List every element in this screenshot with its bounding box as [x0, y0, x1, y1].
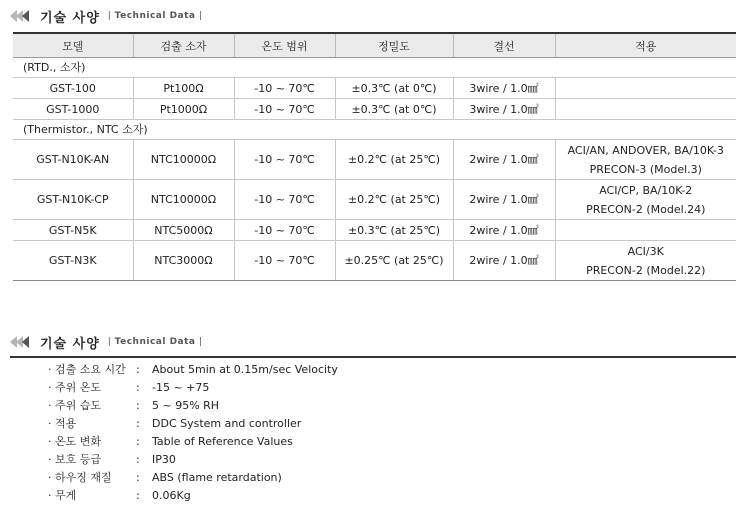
- cell-wiring: 2wire / 1.0㎟: [453, 140, 555, 180]
- application-line: PRECON-3 (Model.3): [589, 162, 702, 176]
- cell-sensor: Pt1000Ω: [133, 99, 234, 120]
- group-row-thermistor: [13, 120, 736, 140]
- spec-row: [48, 468, 338, 486]
- section-title-technical-data: [10, 4, 202, 28]
- section-title-ko: 기술 사양: [40, 336, 100, 352]
- cell-wiring: 2wire / 1.0㎟: [453, 241, 555, 281]
- cell-sensor: Pt100Ω: [133, 78, 234, 99]
- cell-sensor: NTC3000Ω: [133, 241, 234, 281]
- spec-row: [48, 396, 338, 414]
- spec-colon: :: [136, 398, 140, 412]
- application-line: ACI/AN, ANDOVER, BA/10K-3: [567, 143, 724, 157]
- application-line: ACI/CP, BA/10K-2: [599, 183, 693, 197]
- spec-colon: :: [136, 434, 140, 448]
- group-label: (Thermistor., NTC 소자): [13, 120, 736, 140]
- cell-accuracy: ±0.3℃ (at 0℃): [335, 99, 453, 120]
- spec-value: 5 ~ 95% RH: [152, 398, 220, 412]
- cell-accuracy: ±0.3℃ (at 0℃): [335, 78, 453, 99]
- cell-model: GST-N5K: [13, 220, 133, 241]
- spec-value: ABS (flame retardation): [152, 470, 282, 484]
- cell-sensor: NTC10000Ω: [133, 140, 234, 180]
- cell-sensor: NTC5000Ω: [133, 220, 234, 241]
- application-line: ACI/3K: [627, 244, 664, 258]
- spec-row: [48, 360, 338, 378]
- spec-value: 0.06Kg: [152, 488, 191, 502]
- header-wiring: 결선: [453, 33, 555, 58]
- spec-colon: :: [136, 470, 140, 484]
- spec-label: · 하우징 재질: [48, 471, 112, 484]
- application-line: PRECON-2 (Model.22): [586, 263, 706, 277]
- table-row: [13, 99, 736, 120]
- cell-wiring: 3wire / 1.0㎟: [453, 99, 555, 120]
- spec-row: [48, 414, 338, 432]
- section-title-technical-data-2: [10, 330, 202, 354]
- cell-range: -10 ~ 70℃: [234, 180, 335, 220]
- cell-application: [555, 180, 736, 220]
- cell-model: GST-N10K-CP: [13, 180, 133, 220]
- spec-row: [48, 432, 338, 450]
- cell-model: GST-1000: [13, 99, 133, 120]
- cell-application: [555, 140, 736, 180]
- spec-colon: :: [136, 362, 140, 376]
- cell-sensor: NTC10000Ω: [133, 180, 234, 220]
- section-divider: [10, 356, 736, 358]
- spec-label: · 온도 변화: [48, 435, 101, 448]
- cell-accuracy: ±0.2℃ (at 25℃): [335, 180, 453, 220]
- cell-range: -10 ~ 70℃: [234, 241, 335, 281]
- spec-value: IP30: [152, 452, 176, 466]
- table-row: [13, 241, 736, 281]
- cell-model: GST-N10K-AN: [13, 140, 133, 180]
- application-line: PRECON-2 (Model.24): [586, 202, 706, 216]
- group-label: (RTD., 소자): [13, 58, 736, 78]
- spec-colon: :: [136, 416, 140, 430]
- header-range: 온도 범위: [234, 33, 335, 58]
- group-row-rtd: [13, 58, 736, 78]
- cell-model: GST-N3K: [13, 241, 133, 281]
- spec-colon: :: [136, 452, 140, 466]
- cell-application: [555, 220, 736, 241]
- chevrons-icon: [10, 10, 28, 22]
- spec-colon: :: [136, 380, 140, 394]
- header-application: 적용: [555, 33, 736, 58]
- cell-application: [555, 78, 736, 99]
- cell-range: -10 ~ 70℃: [234, 220, 335, 241]
- spec-label: · 적용: [48, 417, 77, 430]
- cell-application: [555, 99, 736, 120]
- spec-row: [48, 450, 338, 468]
- cell-application: [555, 241, 736, 281]
- specs-list: [48, 360, 338, 504]
- section-title-en: | Technical Data |: [107, 337, 203, 347]
- spec-value: DDC System and controller: [152, 416, 302, 430]
- cell-range: -10 ~ 70℃: [234, 78, 335, 99]
- section-title-en: | Technical Data |: [107, 11, 203, 21]
- table-row: [13, 220, 736, 241]
- chevrons-icon: [10, 336, 28, 348]
- spec-colon: :: [136, 488, 140, 502]
- spec-label: · 보호 등급: [48, 453, 101, 466]
- spec-row: [48, 378, 338, 396]
- section-title-ko: 기술 사양: [40, 10, 100, 26]
- cell-range: -10 ~ 70℃: [234, 99, 335, 120]
- spec-label: · 주위 온도: [48, 381, 101, 394]
- spec-table: [13, 32, 736, 281]
- spec-label: · 검출 소요 시간: [48, 363, 126, 376]
- header-model: 모델: [13, 33, 133, 58]
- cell-range: -10 ~ 70℃: [234, 140, 335, 180]
- cell-accuracy: ±0.25℃ (at 25℃): [335, 241, 453, 281]
- cell-accuracy: ±0.2℃ (at 25℃): [335, 140, 453, 180]
- cell-wiring: 3wire / 1.0㎟: [453, 78, 555, 99]
- cell-accuracy: ±0.3℃ (at 25℃): [335, 220, 453, 241]
- table-row: [13, 140, 736, 180]
- spec-label: · 주위 습도: [48, 399, 101, 412]
- cell-wiring: 2wire / 1.0㎟: [453, 180, 555, 220]
- spec-value: Table of Reference Values: [152, 434, 293, 448]
- header-accuracy: 정밀도: [335, 33, 453, 58]
- spec-value: About 5min at 0.15m/sec Velocity: [152, 362, 338, 376]
- table-row: [13, 180, 736, 220]
- table-header-row: [13, 33, 736, 58]
- spec-row: [48, 486, 338, 504]
- header-sensor: 검출 소자: [133, 33, 234, 58]
- cell-model: GST-100: [13, 78, 133, 99]
- cell-wiring: 2wire / 1.0㎟: [453, 220, 555, 241]
- spec-value: -15 ~ +75: [152, 380, 210, 394]
- table-row: [13, 78, 736, 99]
- spec-label: · 무게: [48, 489, 77, 502]
